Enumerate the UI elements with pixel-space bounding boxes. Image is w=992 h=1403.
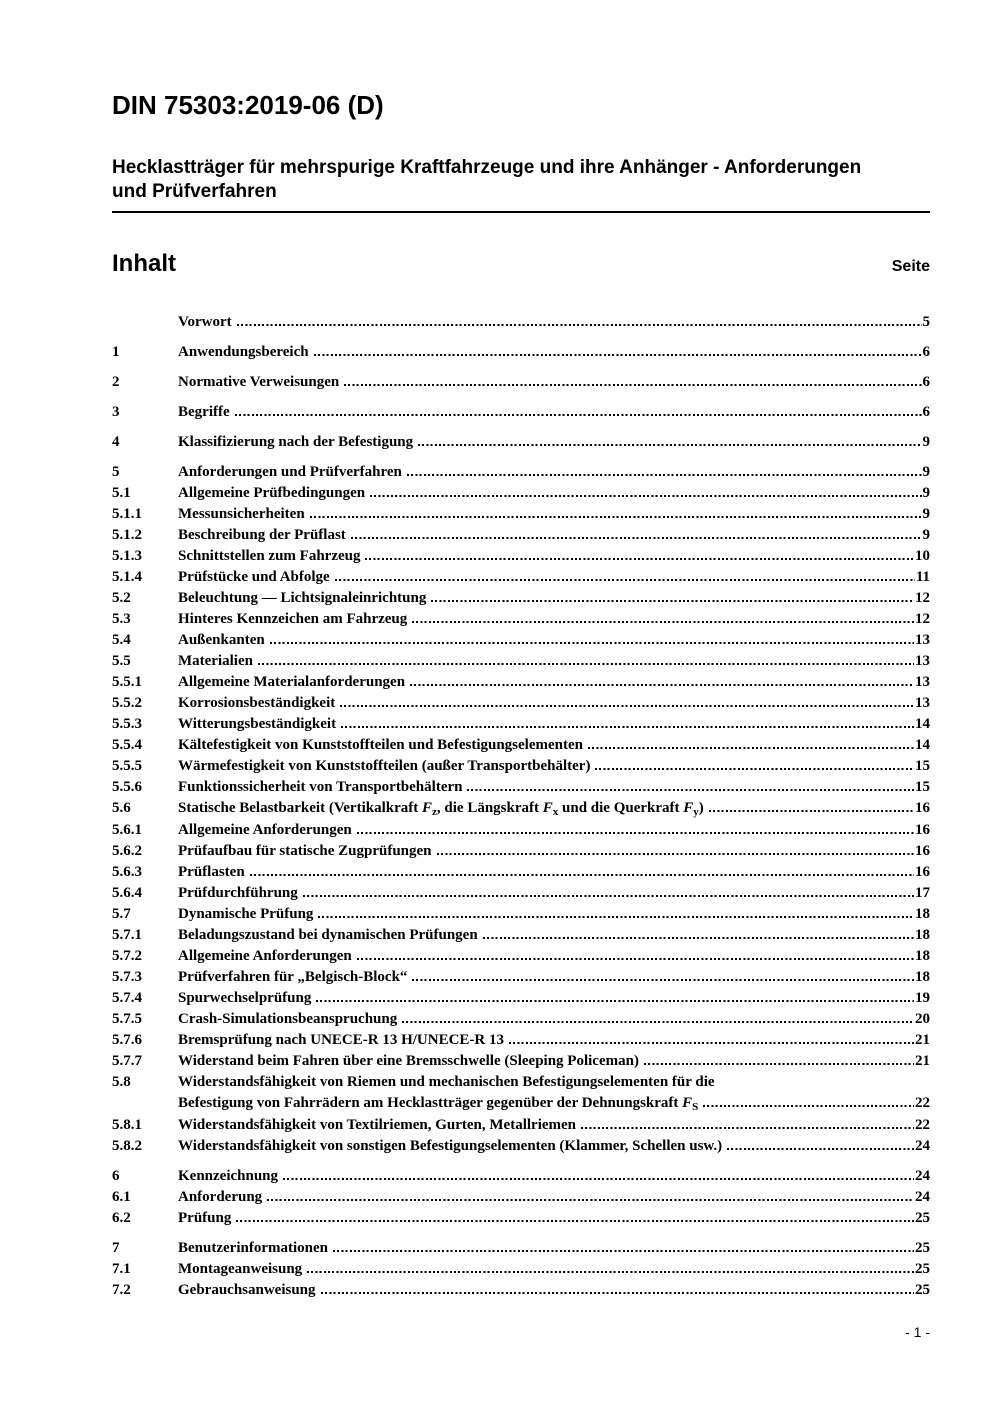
toc-entry-page: 10 xyxy=(915,547,930,564)
toc-entry-page: 21 xyxy=(915,1052,930,1069)
toc-entry-number: 5.7.3 xyxy=(112,968,142,985)
toc-entry-page: 24 xyxy=(915,1137,930,1154)
toc-entry-number: 6.1 xyxy=(112,1188,131,1205)
toc-entry-title: Schnittstellen zum Fahrzeug xyxy=(178,547,361,564)
toc-entry xyxy=(112,372,930,393)
toc-entry-title: Widerstandsfähigkeit von Riemen und mechanischen Befestigungselementen für die xyxy=(178,1073,715,1090)
toc-entry xyxy=(112,988,930,1009)
toc-entry-page: 16 xyxy=(915,842,930,859)
toc-entry-number: 5.7.2 xyxy=(112,947,142,964)
toc-entry-number: 5.5.2 xyxy=(112,694,142,711)
title-divider xyxy=(112,211,930,213)
toc-entry-page: 5 xyxy=(922,313,930,330)
toc-entry-page: 11 xyxy=(915,568,930,585)
toc-title-text: und die Querkraft xyxy=(558,799,684,816)
toc-entry-title: Allgemeine Anforderungen xyxy=(178,947,352,964)
toc-entry-page: 9 xyxy=(922,505,930,522)
toc-title-italic: F xyxy=(422,799,433,816)
document-id: DIN 75303:2019-06 (D) xyxy=(112,90,384,120)
toc-entry xyxy=(112,1238,930,1259)
toc-entry-number: 5.8.2 xyxy=(112,1137,142,1154)
toc-entry-page: 22 xyxy=(915,1116,930,1133)
toc-entry xyxy=(112,798,930,820)
toc-entry-page: 25 xyxy=(915,1281,930,1298)
toc-entry-number: 5.2 xyxy=(112,589,131,606)
toc-entry-title: Normative Verweisungen xyxy=(178,373,340,390)
toc-leader-dots xyxy=(483,937,914,939)
toc-entry xyxy=(112,925,930,946)
toc-entry xyxy=(112,588,930,609)
toc-entry-page: 14 xyxy=(915,715,930,732)
toc-entry-number: 5.1.3 xyxy=(112,547,142,564)
toc-entry-page: 22 xyxy=(915,1094,930,1111)
toc-title-subscript: y xyxy=(693,805,699,818)
toc-leader-dots xyxy=(410,684,914,686)
toc-entry-page: 15 xyxy=(915,757,930,774)
toc-leader-dots xyxy=(418,444,921,446)
toc-entry-page: 13 xyxy=(915,673,930,690)
toc-leader-dots xyxy=(303,895,914,897)
toc-leader-dots xyxy=(283,1178,914,1180)
toc-entry-title: Gebrauchsanweisung xyxy=(178,1281,316,1298)
toc-entry-number: 5.6.4 xyxy=(112,884,142,901)
toc-leader-dots xyxy=(314,354,922,356)
toc-leader-dots xyxy=(258,663,914,665)
toc-entry xyxy=(112,883,930,904)
toc-entry-page: 24 xyxy=(915,1167,930,1184)
toc-entry-page: 12 xyxy=(915,589,930,606)
toc-leader-dots xyxy=(333,1250,914,1252)
toc-entry xyxy=(112,1072,930,1093)
toc-entry-page: 17 xyxy=(915,884,930,901)
toc-entry-title: Bremsprüfung nach UNECE-R 13 H/UNECE-R 13 xyxy=(178,1031,505,1048)
toc-leader-dots xyxy=(727,1148,914,1150)
toc-entry-page: 13 xyxy=(915,631,930,648)
toc-entry xyxy=(112,820,930,841)
toc-entry-page: 6 xyxy=(922,373,930,390)
toc-title-subscript: S xyxy=(692,1100,699,1113)
toc-title-italic: F xyxy=(682,1094,693,1111)
toc-leader-dots xyxy=(307,1271,914,1273)
toc-leader-dots xyxy=(407,474,922,476)
toc-entry-page: 24 xyxy=(915,1188,930,1205)
toc-entry-title: Dynamische Prüfung xyxy=(178,905,314,922)
toc-entry-page: 13 xyxy=(915,652,930,669)
toc-entry-number: 5.6.3 xyxy=(112,863,142,880)
toc-entry-page: 15 xyxy=(915,778,930,795)
toc-entry-title: Wärmefestigkeit von Kunststoffteilen (außer Transportbehälter) xyxy=(178,757,591,774)
toc-leader-dots xyxy=(437,853,914,855)
toc-entry-number: 1 xyxy=(112,343,120,360)
toc-entry-number: 5.8 xyxy=(112,1073,131,1090)
toc-entry xyxy=(112,714,930,735)
toc-entry xyxy=(112,756,930,777)
toc-entry xyxy=(112,432,930,453)
toc-entry-title: Allgemeine Anforderungen xyxy=(178,821,352,838)
toc-title-italic: F xyxy=(683,799,694,816)
toc-entry-page: 9 xyxy=(922,433,930,450)
toc-entry-page: 9 xyxy=(922,463,930,480)
toc-entry xyxy=(112,1093,930,1115)
toc-leader-dots xyxy=(316,1000,914,1002)
toc-entry-title: Montageanweisung xyxy=(178,1260,303,1277)
toc-leader-dots xyxy=(344,384,921,386)
toc-leader-dots xyxy=(412,621,914,623)
toc-entry-title: Prüfung xyxy=(178,1209,232,1226)
toc-leader-dots xyxy=(431,600,914,602)
toc-entry-page: 21 xyxy=(915,1031,930,1048)
toc-entry-title: Klassifizierung nach der Befestigung xyxy=(178,433,414,450)
toc-leader-dots xyxy=(351,537,922,539)
toc-entry-title: Messunsicherheiten xyxy=(178,505,305,522)
toc-entry-title xyxy=(178,798,704,820)
toc-entry-page: 20 xyxy=(915,1010,930,1027)
toc-leader-dots xyxy=(467,789,914,791)
toc-entry-page: 19 xyxy=(915,989,930,1006)
toc-entry xyxy=(112,402,930,423)
toc-entry xyxy=(112,609,930,630)
toc-entry-number: 5.5 xyxy=(112,652,131,669)
toc-leader-dots xyxy=(581,1127,914,1129)
toc-entry-number: 5.6.1 xyxy=(112,821,142,838)
toc-leader-dots xyxy=(250,874,914,876)
toc-title-subscript: z xyxy=(432,805,437,818)
toc-page-column-label: Seite xyxy=(891,257,930,275)
toc-entry xyxy=(112,312,930,333)
toc-title-text: Statische Belastbarkeit (Vertikalkraft xyxy=(178,799,422,816)
document-content xyxy=(112,0,930,1301)
toc-entry xyxy=(112,1259,930,1280)
toc-entry-title xyxy=(178,1093,698,1115)
toc-entry xyxy=(112,1136,930,1157)
toc-leader-dots xyxy=(340,705,914,707)
toc-entry xyxy=(112,967,930,988)
toc-entry xyxy=(112,567,930,588)
toc-entry xyxy=(112,1030,930,1051)
toc-entry xyxy=(112,1187,930,1208)
toc-entry-number: 5.7.5 xyxy=(112,1010,142,1027)
toc-entry-number: 5.5.1 xyxy=(112,673,142,690)
toc-entry-number: 6.2 xyxy=(112,1209,131,1226)
toc-entry-number: 5.6 xyxy=(112,799,131,816)
toc-entry-page: 12 xyxy=(915,610,930,627)
toc-entry-page: 18 xyxy=(915,947,930,964)
toc-entry-page: 25 xyxy=(915,1209,930,1226)
toc-entry-title: Prüfstücke und Abfolge xyxy=(178,568,330,585)
toc-leader-dots xyxy=(588,747,914,749)
toc-entry xyxy=(112,1208,930,1229)
toc-entry-page: 18 xyxy=(915,926,930,943)
toc-entry-title: Crash-Simulationsbeanspruchung xyxy=(178,1010,398,1027)
toc-entry xyxy=(112,525,930,546)
toc-entry-number: 5.8.1 xyxy=(112,1116,142,1133)
toc-title-italic: F xyxy=(542,799,553,816)
toc-entry-title: Prüfdurchführung xyxy=(178,884,298,901)
toc-entry-number: 5.1.1 xyxy=(112,505,142,522)
toc-entry-title: Beschreibung der Prüflast xyxy=(178,526,346,543)
toc-entry-number: 5.7.6 xyxy=(112,1031,142,1048)
toc-entry xyxy=(112,904,930,925)
toc-leader-dots xyxy=(335,579,915,581)
toc-entry xyxy=(112,1280,930,1301)
toc-entry-title: Prüfaufbau für statische Zugprüfungen xyxy=(178,842,432,859)
toc-entry-title: Kennzeichnung xyxy=(178,1167,279,1184)
toc-leader-dots xyxy=(412,979,914,981)
toc-entry-number: 5.3 xyxy=(112,610,131,627)
toc-entry-number: 5.5.4 xyxy=(112,736,142,753)
toc-entry-page: 18 xyxy=(915,968,930,985)
toc-entry-number: 5.1 xyxy=(112,484,131,501)
toc-entry xyxy=(112,630,930,651)
toc-leader-dots xyxy=(402,1021,914,1023)
toc-leader-dots xyxy=(709,810,914,812)
toc-entry-number: 5.1.4 xyxy=(112,568,142,585)
toc-entry xyxy=(112,651,930,672)
toc-leader-dots xyxy=(310,516,922,518)
toc-entry xyxy=(112,342,930,363)
toc-entry-page: 13 xyxy=(915,694,930,711)
toc-entry-title: Anwendungsbereich xyxy=(178,343,309,360)
toc-entry-page: 16 xyxy=(915,799,930,816)
toc-leader-dots xyxy=(321,1292,914,1294)
toc-entry-page: 18 xyxy=(915,905,930,922)
toc-title-subscript: x xyxy=(552,805,559,818)
toc-entry-page: 25 xyxy=(915,1260,930,1277)
toc-entry xyxy=(112,735,930,756)
toc-entry xyxy=(112,504,930,525)
toc-entry-title: Beleuchtung — Lichtsignaleinrichtung xyxy=(178,589,427,606)
toc-leader-dots xyxy=(703,1105,914,1107)
toc-entry-page: 6 xyxy=(922,403,930,420)
toc-entry xyxy=(112,1166,930,1187)
toc-entry-number: 5.6.2 xyxy=(112,842,142,859)
document-title-line1: Hecklastträger für mehrspurige Kraftfahrzeuge und ihre Anhänger - Anforderungen xyxy=(112,156,862,178)
toc-leader-dots xyxy=(235,414,922,416)
toc-leader-dots xyxy=(341,726,914,728)
toc-entry-number: 5.4 xyxy=(112,631,131,648)
toc-entry xyxy=(112,1009,930,1030)
toc-header xyxy=(112,251,930,280)
toc-entry-title: Hinteres Kennzeichen am Fahrzeug xyxy=(178,610,408,627)
toc-leader-dots xyxy=(237,324,922,326)
toc-title-text: Befestigung von Fahrrädern am Hecklastträger gegenüber der Dehnungskraft xyxy=(178,1094,683,1111)
toc-entry-number: 5.7.7 xyxy=(112,1052,142,1069)
toc-list xyxy=(112,312,930,1301)
toc-entry-number: 7.1 xyxy=(112,1260,131,1277)
toc-entry-title: Benutzerinformationen xyxy=(178,1239,328,1256)
toc-leader-dots xyxy=(267,1199,914,1201)
toc-entry xyxy=(112,1051,930,1072)
toc-entry-number: 7 xyxy=(112,1239,120,1256)
toc-entry xyxy=(112,946,930,967)
toc-leader-dots xyxy=(357,958,914,960)
toc-entry-number: 5 xyxy=(112,463,120,480)
toc-entry-title: Prüflasten xyxy=(178,863,245,880)
toc-entry xyxy=(112,672,930,693)
toc-leader-dots xyxy=(595,768,914,770)
toc-entry-number: 5.7.1 xyxy=(112,926,142,943)
document-title-line2: und Prüfverfahren xyxy=(112,180,277,202)
toc-title-text: ) xyxy=(698,799,704,816)
toc-heading: Inhalt xyxy=(112,249,176,277)
toc-entry-title: Spurwechselprüfung xyxy=(178,989,312,1006)
toc-entry-page: 9 xyxy=(922,484,930,501)
toc-entry-page: 16 xyxy=(915,821,930,838)
toc-leader-dots xyxy=(509,1042,914,1044)
toc-entry-number: 5.1.2 xyxy=(112,526,142,543)
toc-entry-title: Allgemeine Prüfbedingungen xyxy=(178,484,366,501)
toc-entry-number: 4 xyxy=(112,433,120,450)
toc-leader-dots xyxy=(357,832,914,834)
toc-entry xyxy=(112,1115,930,1136)
toc-entry-title: Korrosionsbeständigkeit xyxy=(178,694,336,711)
toc-entry-page: 9 xyxy=(922,526,930,543)
toc-entry-title: Allgemeine Materialanforderungen xyxy=(178,673,406,690)
toc-entry-number: 5.5.5 xyxy=(112,757,142,774)
toc-entry-number: 5.7 xyxy=(112,905,131,922)
toc-entry-title: Widerstandsfähigkeit von Textilriemen, Gurten, Metallriemen xyxy=(178,1116,577,1133)
toc-entry xyxy=(112,862,930,883)
toc-entry-number: 7.2 xyxy=(112,1281,131,1298)
toc-entry xyxy=(112,483,930,504)
toc-entry-number: 5.7.4 xyxy=(112,989,142,1006)
toc-leader-dots xyxy=(236,1220,914,1222)
toc-leader-dots xyxy=(370,495,921,497)
toc-entry-page: 6 xyxy=(922,343,930,360)
toc-entry-number: 5.5.3 xyxy=(112,715,142,732)
document-title xyxy=(112,156,930,204)
toc-entry xyxy=(112,693,930,714)
toc-entry-title: Funktionssicherheit von Transportbehältern xyxy=(178,778,463,795)
toc-leader-dots xyxy=(644,1063,914,1065)
toc-entry-title: Anforderung xyxy=(178,1188,263,1205)
toc-entry xyxy=(112,777,930,798)
toc-entry-page: 25 xyxy=(915,1239,930,1256)
toc-entry-number: 3 xyxy=(112,403,120,420)
toc-entry xyxy=(112,841,930,862)
toc-entry-page: 16 xyxy=(915,863,930,880)
toc-leader-dots xyxy=(270,642,914,644)
toc-entry xyxy=(112,462,930,483)
toc-leader-dots xyxy=(365,558,914,560)
toc-leader-dots xyxy=(318,916,914,918)
toc-entry-number: 2 xyxy=(112,373,120,390)
toc-entry-title: Außenkanten xyxy=(178,631,265,648)
toc-entry-page: 14 xyxy=(915,736,930,753)
toc-entry xyxy=(112,546,930,567)
toc-entry-title: Prüfverfahren für „Belgisch-Block“ xyxy=(178,968,408,985)
toc-entry-title: Vorwort xyxy=(178,313,232,330)
toc-entry-number: 6 xyxy=(112,1167,120,1184)
toc-title-text: , die Längskraft xyxy=(436,799,543,816)
toc-entry-title: Anforderungen und Prüfverfahren xyxy=(178,463,402,480)
toc-entry-title: Widerstandsfähigkeit von sonstigen Befestigungselementen (Klammer, Schellen usw.) xyxy=(178,1137,723,1154)
toc-entry-title: Beladungszustand bei dynamischen Prüfungen xyxy=(178,926,478,943)
toc-entry-title: Materialien xyxy=(178,652,253,669)
toc-entry-title: Begriffe xyxy=(178,403,230,420)
toc-entry-title: Kältefestigkeit von Kunststoffteilen und Befestigungselementen xyxy=(178,736,583,753)
toc-entry-title: Widerstand beim Fahren über eine Bremsschwelle (Sleeping Policeman) xyxy=(178,1052,639,1069)
page-number-footer: - 1 - xyxy=(905,1324,930,1340)
toc-entry-number: 5.5.6 xyxy=(112,778,142,795)
toc-entry-title: Witterungsbeständigkeit xyxy=(178,715,337,732)
